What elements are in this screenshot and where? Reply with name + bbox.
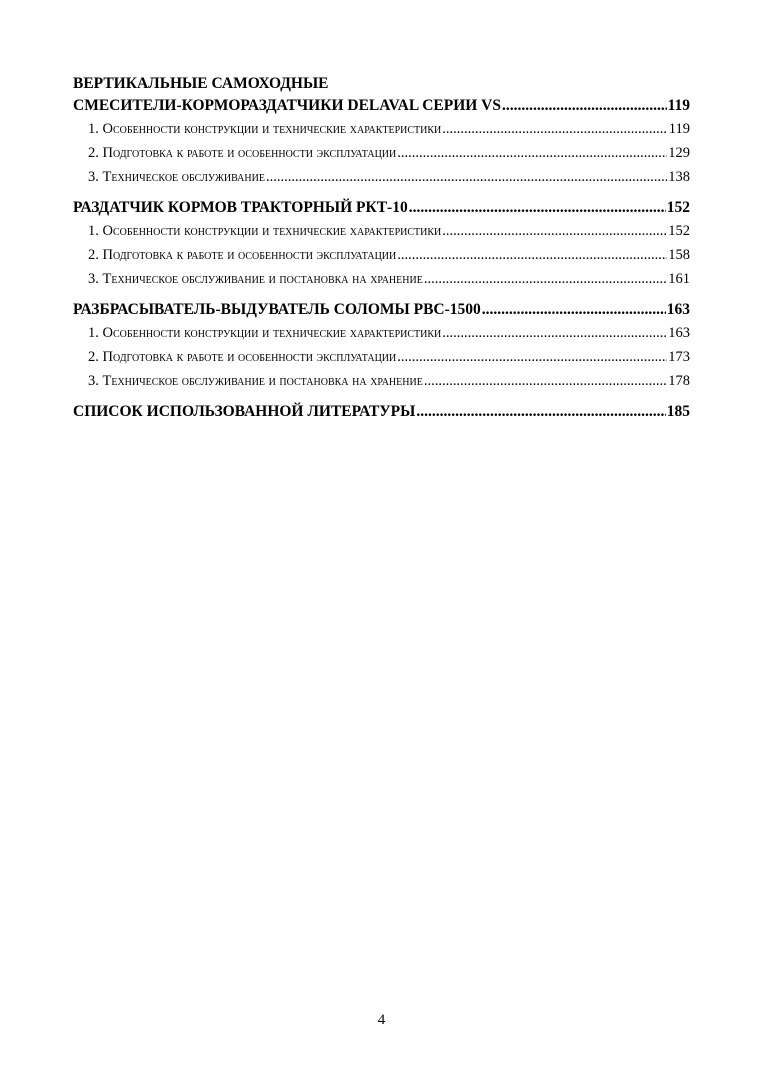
table-of-contents [73, 73, 690, 431]
toc-leader-dots [424, 267, 667, 291]
toc-chapter-title: РАЗДАТЧИК КОРМОВ ТРАКТОРНЫЙ РКТ-10 [73, 199, 408, 216]
toc-section-title: Техническое обслуживание [102, 169, 265, 185]
toc-section-number: 1. [88, 223, 99, 239]
toc-section-page: 158 [668, 247, 690, 263]
toc-chapter-page: 119 [667, 97, 690, 114]
toc-section-row[interactable] [73, 369, 690, 393]
toc-leader-dots [442, 117, 668, 141]
toc-section-row[interactable] [73, 165, 690, 189]
toc-section-title: Подготовка к работе и особенности эксплуатации [102, 349, 397, 365]
toc-leader-dots [502, 95, 667, 117]
toc-chapter-page: 163 [666, 301, 690, 318]
toc-chapter-title-line2: СМЕСИТЕЛИ-КОРМОРАЗДАТЧИКИ DELAVAL СЕРИИ VS [73, 97, 501, 114]
toc-chapter-page: 152 [666, 199, 690, 216]
toc-section-page: 173 [668, 349, 690, 365]
toc-section-title: Подготовка к работе и особенности эксплуатации [102, 145, 397, 161]
toc-leader-dots [266, 165, 667, 189]
toc-section-row[interactable] [73, 117, 690, 141]
toc-leader-dots [482, 299, 666, 321]
toc-section-row[interactable] [73, 141, 690, 165]
toc-chapter-block [73, 401, 690, 423]
toc-chapter-row[interactable] [73, 299, 690, 321]
toc-chapter-block [73, 73, 690, 189]
toc-section-number: 3. [88, 271, 99, 287]
toc-section-title: Техническое обслуживание и постановка на хранение [102, 271, 423, 287]
toc-section-page: 152 [668, 223, 690, 239]
toc-chapter-row[interactable] [73, 95, 690, 117]
toc-section-page: 178 [668, 373, 690, 389]
toc-leader-dots [416, 401, 665, 423]
toc-section-page: 119 [668, 121, 690, 137]
toc-section-row[interactable] [73, 345, 690, 369]
toc-chapter-block [73, 197, 690, 291]
toc-section-number: 2. [88, 247, 99, 263]
toc-chapter-block [73, 299, 690, 393]
toc-section-title: Особенности конструкции и технические характеристики [102, 223, 442, 239]
toc-chapter-title-line1: ВЕРТИКАЛЬНЫЕ САМОХОДНЫЕ [73, 75, 329, 92]
toc-section-number: 3. [88, 373, 99, 389]
toc-section-title: Особенности конструкции и технические характеристики [102, 121, 442, 137]
toc-section-page: 129 [668, 145, 690, 161]
toc-section-title: Техническое обслуживание и постановка на хранение [102, 373, 423, 389]
toc-section-title: Особенности конструкции и технические характеристики [102, 325, 442, 341]
toc-leader-dots [409, 197, 666, 219]
toc-section-row[interactable] [73, 267, 690, 291]
toc-section-number: 3. [88, 169, 99, 185]
toc-section-row[interactable] [73, 321, 690, 345]
toc-chapter-page: 185 [666, 403, 690, 420]
toc-section-number: 1. [88, 121, 99, 137]
toc-section-row[interactable] [73, 243, 690, 267]
toc-leader-dots [397, 345, 667, 369]
toc-leader-dots [442, 219, 667, 243]
toc-section-number: 2. [88, 145, 99, 161]
toc-section-number: 2. [88, 349, 99, 365]
toc-chapter-row[interactable] [73, 197, 690, 219]
toc-chapter-title: РАЗБРАСЫВАТЕЛЬ-ВЫДУВАТЕЛЬ СОЛОМЫ РВС-1500 [73, 301, 481, 318]
toc-leader-dots [397, 141, 667, 165]
toc-chapter-title [73, 73, 690, 117]
toc-chapter-title: СПИСОК ИСПОЛЬЗОВАННОЙ ЛИТЕРАТУРЫ [73, 403, 416, 420]
toc-section-title: Подготовка к работе и особенности эксплуатации [102, 247, 397, 263]
toc-section-page: 138 [668, 169, 690, 185]
toc-section-row[interactable] [73, 219, 690, 243]
page-number: 4 [377, 1012, 386, 1028]
toc-section-page: 161 [668, 271, 690, 287]
toc-section-page: 163 [668, 325, 690, 341]
toc-section-number: 1. [88, 325, 99, 341]
toc-leader-dots [397, 243, 667, 267]
toc-leader-dots [442, 321, 667, 345]
toc-chapter-row[interactable] [73, 401, 690, 423]
toc-leader-dots [424, 369, 667, 393]
